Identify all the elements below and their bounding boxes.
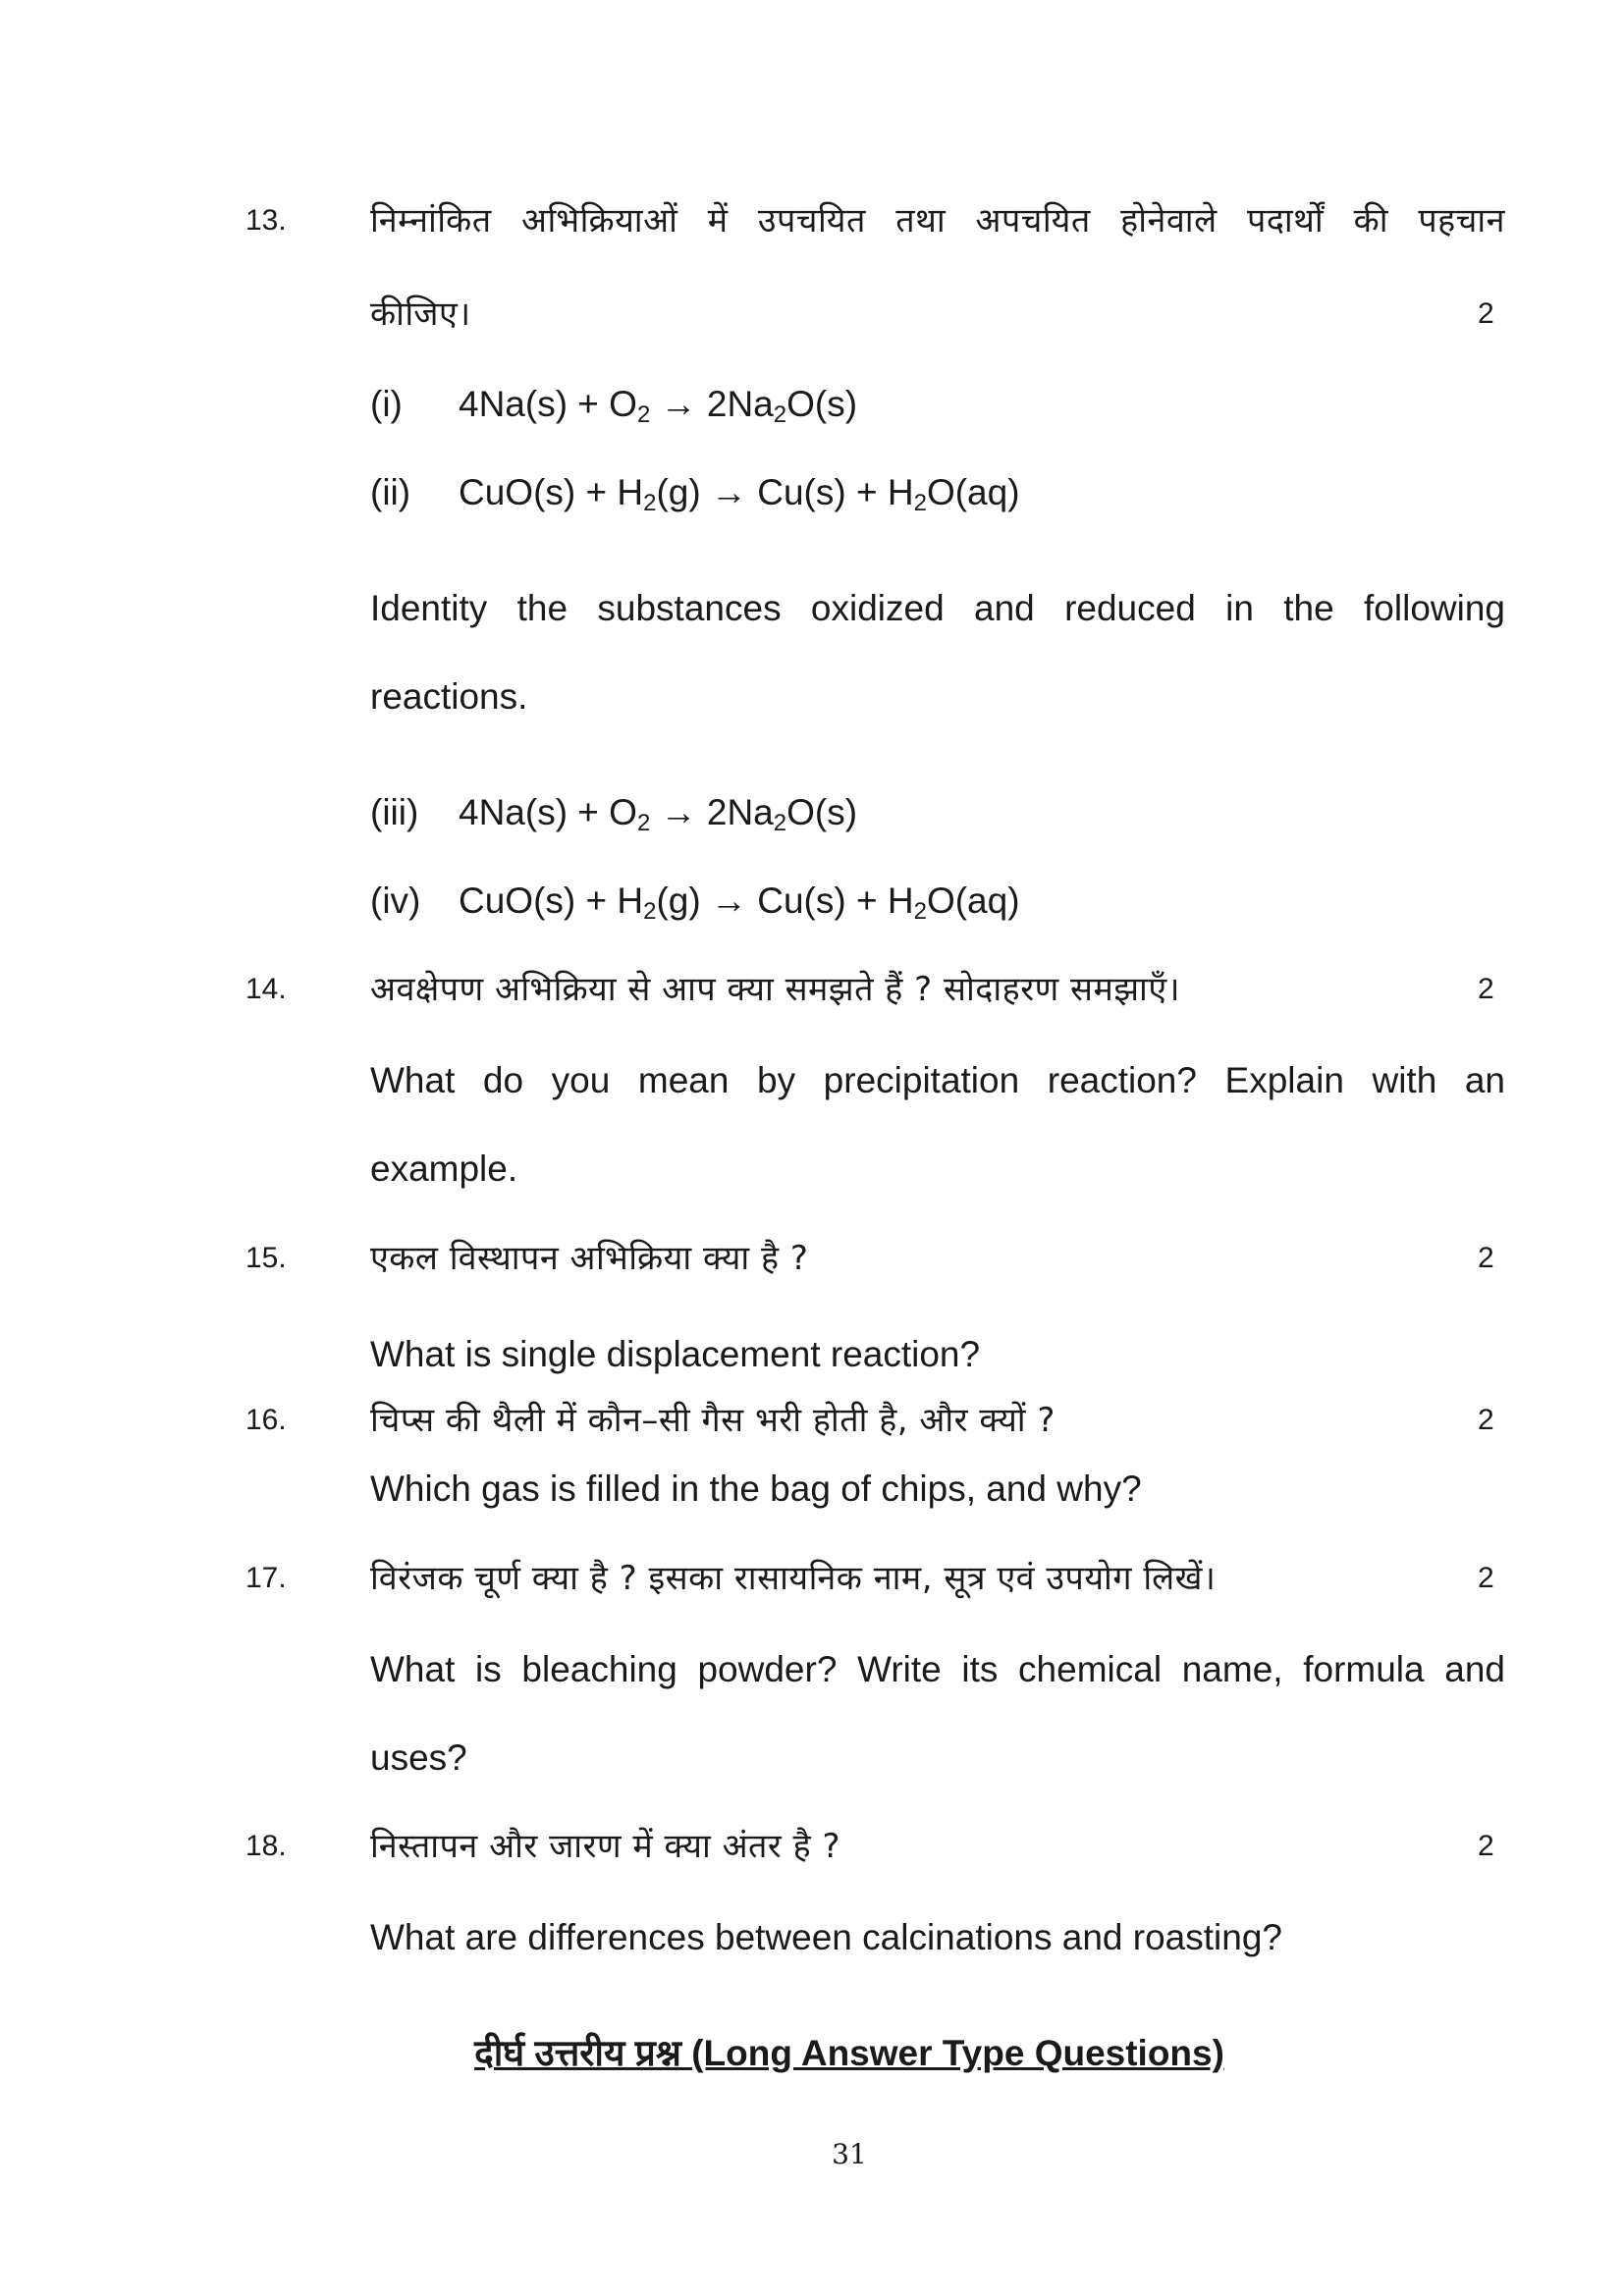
page-number: 31: [832, 2138, 867, 2170]
question-number: 13.: [245, 204, 287, 237]
marks: 2: [1478, 1242, 1494, 1274]
marks: 2: [1478, 1562, 1494, 1594]
question-text-hindi: चिप्स की थैली में कौन–सी गैस भरी होती है, और क्यों ?: [370, 1401, 1056, 1440]
question-text-hindi: विरंजक चूर्ण क्या है ? इसका रासायनिक नाम, सूत्र एवं उपयोग लिखें।: [370, 1559, 1217, 1598]
subscript: 2: [913, 898, 927, 925]
subscript: 2: [913, 490, 927, 516]
section-heading: दीर्घ उत्तरीय प्रश्न (Long Answer Type Questions): [474, 2033, 1224, 2073]
equation-label: (ii): [370, 472, 411, 512]
question-text-english: What do you mean by precipitation reaction? Explain with an: [370, 1060, 1505, 1100]
subscript: 2: [643, 490, 657, 516]
equation-text: (g) → Cu(s) + H: [656, 881, 914, 921]
question-text-hindi: निस्तापन और जारण में क्या अंतर है ?: [370, 1827, 841, 1866]
equation: [370, 880, 1020, 923]
equation: [370, 791, 857, 834]
subscript: 2: [773, 401, 787, 428]
question-number: 17.: [245, 1562, 287, 1594]
marks: 2: [1478, 1830, 1494, 1862]
equation-text: 4Na(s) + O: [459, 792, 637, 832]
equation-text: → 2Na: [650, 384, 774, 424]
equation-text: CuO(s) + H: [459, 472, 644, 512]
question-text-english: uses?: [370, 1737, 467, 1778]
equation-text: O(aq): [926, 472, 1020, 512]
question-text-hindi: निम्नांकित अभिक्रियाओं में उपचयित तथा अपचयित होनेवाले पदार्थों की पहचान: [370, 201, 1505, 240]
subscript: 2: [636, 401, 651, 428]
equation-label: (i): [370, 384, 403, 424]
marks: 2: [1478, 1404, 1494, 1436]
question-text-english: example.: [370, 1148, 518, 1189]
question-number: 14.: [245, 973, 287, 1005]
question-text-english: Which gas is filled in the bag of chips, and why?: [370, 1468, 1142, 1509]
question-number: 18.: [245, 1830, 287, 1862]
equation-text: → 2Na: [650, 792, 774, 832]
question-text-english: What are differences between calcinations and roasting?: [370, 1917, 1282, 1957]
equation-text: CuO(s) + H: [459, 881, 644, 921]
equation: [370, 383, 857, 426]
equation: [370, 471, 1020, 514]
equation-text: 4Na(s) + O: [459, 384, 637, 424]
marks: 2: [1478, 973, 1494, 1005]
question-number: 16.: [245, 1404, 287, 1436]
equation-label: (iii): [370, 792, 419, 832]
equation-text: O(s): [786, 792, 858, 832]
question-text-hindi: एकल विस्थापन अभिक्रिया क्या है ?: [370, 1239, 809, 1278]
question-text-hindi: अवक्षेपण अभिक्रिया से आप क्या समझते हैं ? सोदाहरण समझाएँ।: [370, 970, 1181, 1009]
question-number: 15.: [245, 1242, 287, 1274]
question-text-english: Identity the substances oxidized and reduced in the following: [370, 588, 1505, 628]
question-text-hindi: कीजिए।: [370, 294, 471, 334]
equation-text: O(aq): [926, 881, 1020, 921]
marks: 2: [1478, 297, 1494, 330]
question-text-english: reactions.: [370, 676, 528, 717]
equation-text: (g) → Cu(s) + H: [656, 472, 914, 512]
subscript: 2: [643, 898, 657, 925]
question-text-english: What is single displacement reaction?: [370, 1334, 981, 1374]
subscript: 2: [773, 810, 787, 836]
question-text-english: What is bleaching powder? Write its chemical name, formula and: [370, 1649, 1505, 1689]
equation-label: (iv): [370, 881, 421, 921]
subscript: 2: [636, 810, 651, 836]
equation-text: O(s): [786, 384, 858, 424]
